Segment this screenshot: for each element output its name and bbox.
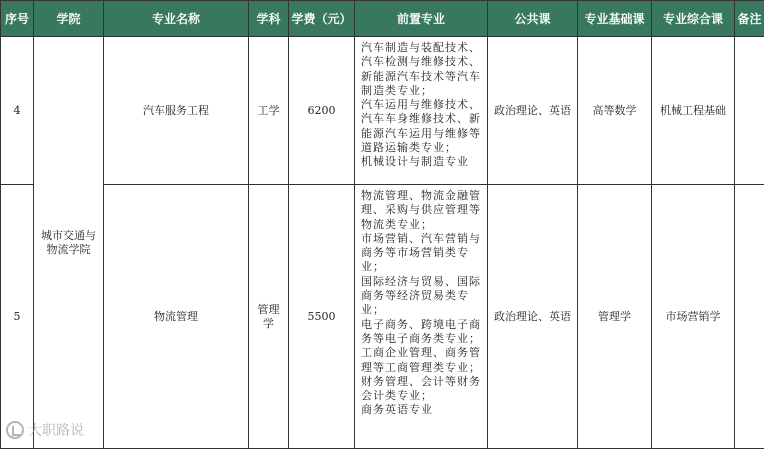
header-major: 专业名称 bbox=[104, 1, 249, 37]
remark bbox=[735, 185, 764, 449]
basic-course: 高等数学 bbox=[578, 37, 652, 185]
row-index: 5 bbox=[1, 185, 34, 449]
header-remark: 备注 bbox=[735, 1, 764, 37]
table-row bbox=[1, 37, 764, 185]
prior-major-line: 市场营销、汽车营销与商务等市场营销类专业； bbox=[361, 232, 483, 275]
prior-major-line: 物流管理、物流金融管理、采购与供应管理等物流类专业； bbox=[361, 189, 483, 232]
header-public-course: 公共课 bbox=[488, 1, 578, 37]
header-college: 学院 bbox=[34, 1, 104, 37]
comprehensive-course: 机械工程基础 bbox=[652, 37, 735, 185]
discipline: 管理学 bbox=[249, 185, 289, 449]
prior-major-line: 财务管理、会计等财务会计类专业； bbox=[361, 375, 483, 404]
college-cell: 城市交通与物流学院 bbox=[34, 37, 104, 449]
prior-major-line: 工商企业管理、商务管理等工商管理类专业； bbox=[361, 346, 483, 375]
major-name: 物流管理 bbox=[104, 185, 249, 449]
tuition: 6200 bbox=[289, 37, 355, 185]
prior-major-line: 商务英语专业 bbox=[361, 403, 483, 417]
watermark-logo-icon bbox=[6, 421, 24, 439]
discipline: 工学 bbox=[249, 37, 289, 185]
prior-major-line: 汽车制造与装配技术、汽车检测与维修技术、新能源汽车技术等汽车制造类专业； bbox=[361, 41, 483, 98]
header-index: 序号 bbox=[1, 1, 34, 37]
header-basic-course: 专业基础课 bbox=[578, 1, 652, 37]
public-course: 政治理论、英语 bbox=[488, 37, 578, 185]
major-name: 汽车服务工程 bbox=[104, 37, 249, 185]
header-row bbox=[1, 1, 764, 37]
row-index: 4 bbox=[1, 37, 34, 185]
public-course: 政治理论、英语 bbox=[488, 185, 578, 449]
header-comprehensive-course: 专业综合课 bbox=[652, 1, 735, 37]
prior-major-line: 电子商务、跨境电子商务等电子商务类专业； bbox=[361, 318, 483, 347]
prior-major-line: 汽车运用与维修技术、汽车车身维修技术、新能源汽车运用与维修等道路运输类专业； bbox=[361, 98, 483, 155]
prior-major-line: 国际经济与贸易、国际商务等经济贸易类专业； bbox=[361, 275, 483, 318]
table-row bbox=[1, 185, 764, 449]
prior-major-line: 机械设计与制造专业 bbox=[361, 155, 483, 169]
header-tuition: 学费（元） bbox=[289, 1, 355, 37]
prior-majors bbox=[355, 185, 488, 449]
watermark bbox=[6, 420, 84, 440]
prior-majors bbox=[355, 37, 488, 185]
watermark-text: 大职路说 bbox=[28, 420, 84, 440]
header-discipline: 学科 bbox=[249, 1, 289, 37]
comprehensive-course: 市场营销学 bbox=[652, 185, 735, 449]
tuition: 5500 bbox=[289, 185, 355, 449]
header-prior-major: 前置专业 bbox=[355, 1, 488, 37]
basic-course: 管理学 bbox=[578, 185, 652, 449]
remark bbox=[735, 37, 764, 185]
